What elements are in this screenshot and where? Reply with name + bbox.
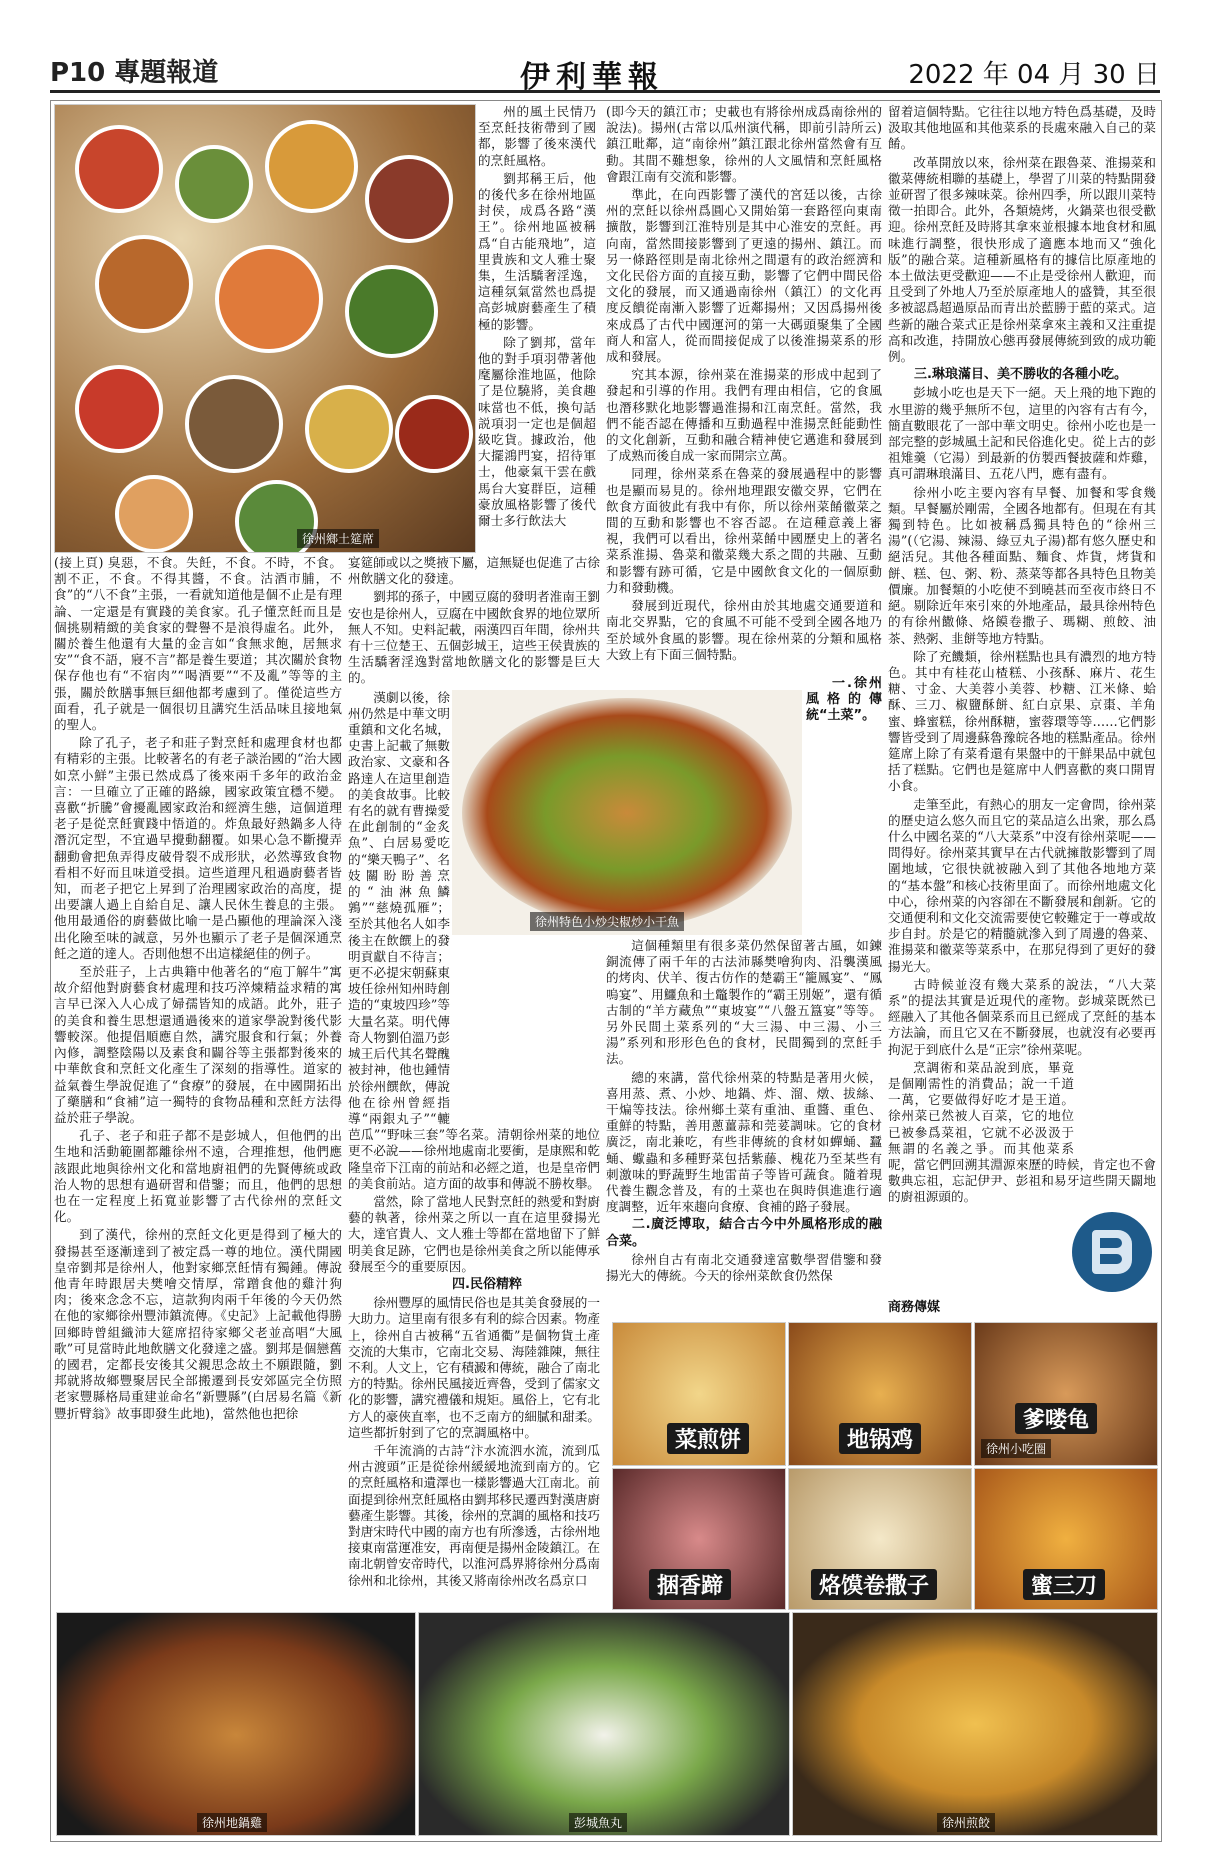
dish-label: 捆香蹄	[649, 1569, 731, 1600]
paragraph: 走筆至此，有熱心的朋友一定會問，徐州菜的歷史這么悠久而且它的菜品這么出衆，那么爲什么中國名菜的“八大菜系”中沒有徐州菜呢——問得好。徐州菜其實早在古代就擁散影響到了周圍地域，它很快就被融入到了其他各地地方菜的“基本盤”和核心技術里面了。而徐州地處文化中心，徐州菜的內容卻在不斷發展和創新。它的交通便利和文化交流需要使它較難定于一尊或故步自封。於是它的精髓就滲入到了周邊的魯菜、淮揚菜和徽菜等菜系中，在那兒得到了更好的發揚光大。	[888, 796, 1156, 974]
paragraph: (即今天的鎮江市；史載也有將徐州成爲南徐州的說法)。揚州(古常以瓜州演代稱，即前引詩所云)鎮江毗鄰，這“南徐州”鎮江跟北徐州當然會有互動。其間不難想象，徐州的人文風情和烹飪風格會跟江南有交流和影響。	[606, 104, 882, 184]
section-heading-4: 四.民俗精粹	[452, 1276, 522, 1292]
paragraph: 烹調術和菜品說到底，畢竟是個剛需性的消費品；說一千道一萬，它要做得好吃才是王道。徐州菜已然被人百菜，它的地位已被參爲菜祖，它就不必汲汲于無謂的名義之爭。而其他菜系呢，當它們回溯其淵源來歷的時候，肯定也不會數典忘祖，忘記伊尹、彭祖和易牙這些開天闢地的廚祖源頭的。	[888, 1059, 1156, 1205]
paragraph: 除了孔子，老子和莊子對烹飪和處理食材也都有精彩的主張。比較著名的有老子談治國的“治大國如烹小鮮”主張已然成爲了後來兩千多年的政治金言：一旦確立了正確的路線，國家政策宜穩不變。喜歡“折騰”會擾亂國家政治和經濟生態，這個道理老子是從烹飪實踐中悟道的。炸魚最好熱鍋多人待潛沉定型，不宜過早攪動翻覆。如果心急不斷攪弄翻動會把魚弄得皮破骨裂不成形狀，必然導致食物看相不好而且味道受損。這些道理凡租過廚藝者皆知，而老子把它上昇到了治理國家政治的高度，提出要讓人過上自給自足、讓人民休生養息的主張。他用最通俗的廚藝做比喻一是凸顯他的理論深入淺出化險至味的誠意，另外也顯示了老子是個深通烹飪之道的達人。否則他想不出這樣絕佳的例子。	[54, 735, 342, 961]
paragraph: 劉邦稱王后，他的後代多在徐州地區封侯，成爲各路“漢王”。徐州地區被稱爲“自古能飛地”，這里貴族和文人雅士聚集，生活驕奢淫逸，這種氛氣當然也爲提高彭城廚藝產生了積極的影響。	[478, 170, 596, 332]
dish-label: 地锅鸡	[839, 1423, 921, 1454]
media-logo-label: 商務傳媒	[888, 1300, 941, 1315]
paragraph: 徐州豐厚的風情民俗也是其美食發展的一大助力。這里南有很多有利的綜合因素。物產上，徐州自古被稱“五省通衢”是個物貨土產交流的大集市，它南北交易、海陸雜陳，無往不利。人文上，它有積澱和傳統，融合了南北方的特點。徐州民風接近齊魯，受到了儒家文化的影響，講究禮儀和規矩。風俗上，它有北方人的豪俠直率，也不乏南方的細膩和甜柔。這些都折射到了它的烹調風格中。	[348, 1295, 600, 1440]
bottom-photo-caption: 徐州煎餃	[937, 1813, 995, 1832]
article-col3-section1-head	[806, 676, 882, 936]
paragraph: 宴筵師或以之獎掖下屬，這無疑也促進了古徐州飲膳文化的發達。	[348, 555, 600, 587]
paragraph: 發展到近現代，徐州由於其地處交通要道和南北交界點，它的食風不可能不受到全國各地乃至於域外食風的影響。現在徐州菜的分類和風格大致上有下面三個特點。	[606, 598, 882, 662]
paragraph: 究其本源，徐州菜在淮揚菜的形成中起到了發起和引導的作用。我們有理由相信，它的食風也潛移默化地影響過淮揚和江南烹飪。當然，我們不能否認在傳播和互動過程中淮揚烹飪能動性的文化創新，互動和融合精神使它邁進和發展到了成熟而後自成一家而開宗立萬。	[606, 367, 882, 464]
media-logo	[1072, 1212, 1152, 1292]
snack-photo-trotter	[612, 1468, 786, 1610]
paragraph: (接上頁) 臭惡，不食。失飪，不食。不時，不食。割不正，不食。不得其醬，不食。沽酒市脯，不食”的“八不食”主張，一看就知道他是個不止是有理論、一定還是有實踐的美食家。孔子懂烹飪而且是個挑剔精緻的美食家的聲譽不是浪得虛名。此外，關於養生他還有大量的金言如“食無求飽，居無求安”“食不語，寢不言”都是養生要道；其次關於食物保存他也有“不宿肉”“喝酒要”“不及亂”等等的主張，關於飲膳事無巨細他都考慮到了。僅從這些方面看，孔子就是一個很切且講究生活品味且接地氣的聖人。	[54, 555, 342, 733]
bottom-photo-dumplings	[792, 1612, 1158, 1836]
banquet-photo	[54, 104, 476, 553]
newspaper-title: 伊利華報	[520, 60, 664, 95]
snack-photo-turtle	[974, 1322, 1158, 1466]
paragraph: 至於莊子，上古典籍中他著名的“庖丁解牛”寓故介紹他對廚藝食材處理和技巧淬煉精益求精的寓言早已深入人心成了婦孺皆知的成語。此外，莊子的美食和養生思想還通過後來的道家學說對後代影響較深。他提倡順應自然，講究服食和行氣；外養內修，調整陰陽以及素食和闢谷等主張都對後來的中華飲食和烹飪文化產生了深刻的指導性。道家的益氣養生學說促進了“食療”的發展，在中國開拓出了藥膳和“食補”這一獨特的食物品種和烹飪方法得益於莊子學說。	[54, 964, 342, 1125]
bottom-photo-pot-chicken	[56, 1612, 416, 1836]
paragraph: 徐州小吃主要內容有早餐、加餐和零食幾類。早餐屬於剛需，全國各地都有。但現在有其獨到特色。比如被稱爲獨具特色的“徐州三湯”(（它湯、辣湯、綠豆丸子湯)都有悠久歷史和絕活兒。其他各種面點、麵食、炸貨，烤貨和餅、糕、包、粥、粉、蒸菜等都各具特色且物美價廉。加餐類的小吃使不到曉甚而至夜市終日不絕。剔除近年來引來的外地產品，最具徐州特色的有徐州饊條、烙饃卷撒子、瑪糊、煎餃、油茶、熱粥、韭餅等地方特點。	[888, 484, 1156, 646]
article-col1	[54, 555, 342, 1685]
article-col3-lower	[606, 938, 882, 1318]
bottom-photo-fishballs	[418, 1612, 790, 1836]
paragraph: 當然，除了當地人民對烹飪的熱愛和對廚藝的執著，徐州菜之所以一直在這里發揚光大，達官貴人、文人雅士等都在當地留下了鮮明美食足跡，它們也是徐州美食之所以能傳承發展至今的重要原因。	[348, 1193, 600, 1274]
paragraph: 到了漢代，徐州的烹飪文化更是得到了極大的發揚甚至逐漸達到了被定爲一尊的地位。漢代開國皇帝劉邦是徐州人，他對家鄉烹飪情有獨鍾。傳說他青年時跟居夫樊噲交情厚，常蹭食他的雞汁狗肉；後來念念不忘，這款狗肉兩千年後的今天仍然在他的家鄉徐州豐沛鎮流傳。《史記》上記載他得勝回鄉時曾組織沛大筵席招待家鄉父老並高唱“大風歌”可見當時此地飲膳文化發達之盛。劉邦是個戀舊的國君，定都長安後其父親思念故土不願跟隨，劉邦就將故鄉豐聚居民全部搬遷到長安郊區完全仿照老家豐縣格局重建並命名“新豐縣”(白居易名篇《新豐折臂翁》故事即發生此地)，當然他也把徐	[54, 1227, 342, 1421]
article-col4	[888, 104, 1156, 1314]
paragraph: 總的來講，當代徐州菜的特點是著用火候，喜用蒸、煮、小炒、地鍋、炸、溜、燉、拔絲、干煸等技法。徐州鄉土菜有重油、重醬、重色、重鮮的特點，善用蔥薑蒜和莞荽調味。它的食材廣泛，南北兼吃，有些非傳統的食材如蟬蛹、蠶蛹、蠍蟲和多種野菜包括紫藤、槐花乃至某些有刺激味的野蔬野生地雷苗子等皆可蔬食。隨着現代養生觀念普及，有的土菜也在與時俱進進行適度調整，近年來趨向食療、食補的路子發展。	[606, 1069, 882, 1215]
article-col3	[606, 104, 882, 694]
banquet-photo-caption: 徐州鄉土筵席	[297, 529, 379, 548]
dish-label: 蜜三刀	[1023, 1569, 1105, 1600]
paragraph: 同理，徐州菜系在魯菜的發展過程中的影響也是顯而易見的。徐州地理跟安徽交界，它們在飲食方面彼此有我中有你，所以徐州菜餚徽菜之間的互動和影響也不容否認。在這種意義上審視，我們可以看出，徐州菜餚中國歷史上的著名菜系淮揚、魯菜和徽菜幾大系之間的共融、互動和影響有跡可循，它是中國飲食文化的一個原動力和發動機。	[606, 466, 882, 595]
bottom-photo-caption: 彭城魚丸	[569, 1813, 627, 1832]
snack-photo-cake	[612, 1322, 786, 1466]
dish-label: 爹喽龟	[1015, 1403, 1097, 1434]
paragraph: 漢劇以後，徐州仍然是中華文明重鎮和文化名城，史書上記載了無數政治家、文豪和各路達人在這里創造的美食故事。比較有名的就有曹操愛在此創制的“金炙魚”、白居易愛吃的“樂天鴨子”、名妓關盼盼善烹的“油淋魚鱗鶉”“慈燒孤雁”；至於其他名人如李後主在飲饌上的發明貢獻自不待言；更不必提宋朝蘇東坡任徐州知州時創造的“東坡四珍”等大量名菜。明代傳奇人物劉伯溫乃彭城王后代其名聲醜被封神，他也鍾情於徐州饌飲，傳說他在徐州曾經指導“兩銀丸子”“轆芭瓜”“野味三套”等名菜。清朝徐州菜的地位更不必說——徐州地處南北要衝，是康熙和乾隆皇帝下江南的前站和必經之道，也是皇帝們的美食前站。這方面的故事和傳説不勝枚舉。	[348, 689, 600, 1191]
paragraph: 古時候並沒有幾大菜系的說法，“八大菜系”的提法其實是近現代的產物。彭城菜既然已經融入了其他各個菜系而且已經成了烹飪的基本方法論，而且它又在不斷發展，也就沒有必要再拘泥于到底什么是“正宗”徐州菜呢。	[888, 976, 1156, 1057]
fried-fish-photo	[452, 690, 802, 935]
snack-photo-wrap	[788, 1468, 972, 1610]
snack-photo-pastry	[974, 1468, 1158, 1610]
paragraph: 除了充饑類，徐州糕點也具有濃烈的地方特色。其中有桂花山楂糕、小孩酥、麻片、花生糖、寸金、大美蓉小美蓉、杪糖、江米條、蛤酥、三刀、椒鹽酥餅、紅白京果、京棗、羊角蜜、蜂蜜糕，徐州酥糖，蜜蓉環等等……它們影響皆受到了周邊蘇魯豫皖各地的糕點產品。徐州筵席上除了有菜肴還有果盤中的干鮮果品中就包括了糕點。它們也是筵席中人們喜歡的爽口開胃小食。	[888, 648, 1156, 794]
article-col1-top	[478, 104, 596, 551]
paragraph: 準此，在向西影響了漢代的宮廷以後，古徐州的烹飪以徐州爲圓心又開始第一套路徑向東南擴散，影響到江淮特別是其中心淮安的烹飪。再向南，當然間接影響到了更遠的揚州、鎮江。而另一條路徑則是南北徐州之間還有的政治經濟和文化民俗方面的直接互動，影響了它們中間民俗文化的發展，而又通過南徐州（鎮江）的文化再度反饋從南漸入影響了近鄰揚州；又因爲揚州後來成爲了古代中國運河的第一大碼頭聚集了全國商人和富人，從而間接促成了以後淮揚菜系的形成和發展。	[606, 187, 882, 365]
paragraph: 劉邦的孫子，中國豆腐的發明者淮南王劉安也是徐州人，豆腐在中國飲食界的地位眾所無人不知。史料記載，兩漢四百年間，徐州共有十三位楚王、五個彭城王，這些王侯貴族的生活驕奢淫逸對當地飲膳文化的影響是巨大的。	[348, 589, 600, 686]
page-section-label: P10 專題報道	[50, 58, 219, 88]
section-heading-1: 一.徐州風格的傳統“土菜”。	[806, 676, 882, 724]
publication-date: 2022 年 04 月 30 日	[908, 60, 1160, 90]
snack-grid-caption: 徐州小吃圈	[981, 1439, 1051, 1458]
dish-label: 烙馍卷撒子	[811, 1569, 937, 1600]
fried-fish-caption: 徐州特色小炒尖椒炒小干魚	[530, 912, 684, 931]
paragraph: 孔子、老子和莊子都不是彭城人，但他們的出生地和活動範圍都離徐州不遠，合理推想，他們應該跟此地與徐州文化和當地廚祖們的先賢傳統或政治人物的思想有過研習和借鑒；而且，他們的思想也在一定程度上拓寬並影響了古代徐州的烹飪文化。	[54, 1128, 342, 1225]
paragraph: 徐州自古有南北交通發達富數學習借鑒和發揚光大的傳統。今天的徐州菜飲食仍然保	[606, 1251, 882, 1284]
paragraph: 彭城小吃也是天下一絕。天上飛的地下跑的水里游的幾乎無所不包，這里的內容有古有今，簡直數眼花了一部中華文明史。徐州小吃也是一部完整的彭城風土記和民俗進化史。從上古的彭祖雉羹（它湯）到最新的仿製西餐披薩和炸雞，真可謂琳琅滿目、五花八門，應有盡有。	[888, 385, 1156, 482]
dish-label: 菜煎饼	[667, 1423, 749, 1454]
snack-photo-chicken	[788, 1322, 972, 1466]
paragraph: 這個種類里有很多菜仍然保留著古風，如鍊銅流傳了兩千年的古法沛縣樊噲狗肉、沿襲漢風的烤肉、伏羊、復古仿作的楚霸王“籠鳳宴”、“鳳嗚宴”、用鱷魚和土鼈製作的“霸王別姬”，還有循古制的“羊方藏魚”“東坡宴”“八盤五簋宴”等等。另外民間土菜系列的“大三湯、中三湯、小三湯”系列和形形色色的食材，民間獨到的烹飪手法。	[606, 938, 882, 1067]
paragraph: 州的風土民情乃至烹飪技術帶到了國都，影響了後來漢代的烹飪風格。	[478, 104, 596, 168]
paragraph: 除了劉邦，當年他的對手項羽帶著他麾屬徐淮地區，他除了是位驍將，美食趣味當也不低，換句話説項羽一定也是個超級吃貨。據政治，他大擺鴻門宴，招待軍士，他豪氣干雲在戲馬台大宴群臣，這種豪放風格影響了後代爾士多行飲法大	[478, 334, 596, 529]
masthead	[50, 52, 1160, 93]
paragraph: 留着這個特點。它往往以地方特色爲基礎，及時汲取其他地區和其他菜系的長處來融入自己的菜餚。	[888, 104, 1156, 152]
paragraph: 千年流淌的古詩“汴水流泗水流，流到瓜州古渡頭”正是從徐州緩緩地流到南方的。它的烹飪風格和遺澤也一樣影響過大江南北。前面提到徐州烹飪風格由劉邦移民遷西對漢唐廚藝產生影響。其後，徐州的烹調的風格和技巧對唐宋時代中國的南方也有所滲透，古徐州地接東南當運准安，再南便是揚州金陵鎮江。在南北朝曾安帝時代，以淮河爲界將徐州分爲南徐州和北徐州，其後又將南徐州改名爲京口	[348, 1442, 600, 1588]
section-heading-3: 三.琳琅滿目、美不勝收的各種小吃。	[914, 367, 1127, 383]
paragraph: 改革開放以來，徐州菜在跟魯菜、淮揚菜和徽菜傳統相聯的基礎上，學習了川菜的特點開發並研習了很多辣味菜。徐州四季，所以跟川菜特徵一拍即合。此外，各類燒烤，火鍋菜也很受歡迎。徐州烹飪及時將其拿來並根據本地食材和風味進行調整，很快形成了適應本地而又“強化版”的融合菜。這種新風格有的據信比原產地的本土做法更受歡迎——不止是受徐州人歡迎，而且受到了外地人乃至於原產地人的盛贊，其至很多被認爲超過原品而青出於藍勝于藍的菜式。這些新的融合菜式正是徐州菜拿來主義和又注重提高和改進，持開放心態再發展傳統到致的成功範例。	[888, 154, 1156, 365]
section-heading-2: 二.廣泛博取，結合古今中外風格形成的融合菜。	[606, 1217, 882, 1249]
bottom-photo-caption: 徐州地鍋雞	[197, 1813, 267, 1832]
